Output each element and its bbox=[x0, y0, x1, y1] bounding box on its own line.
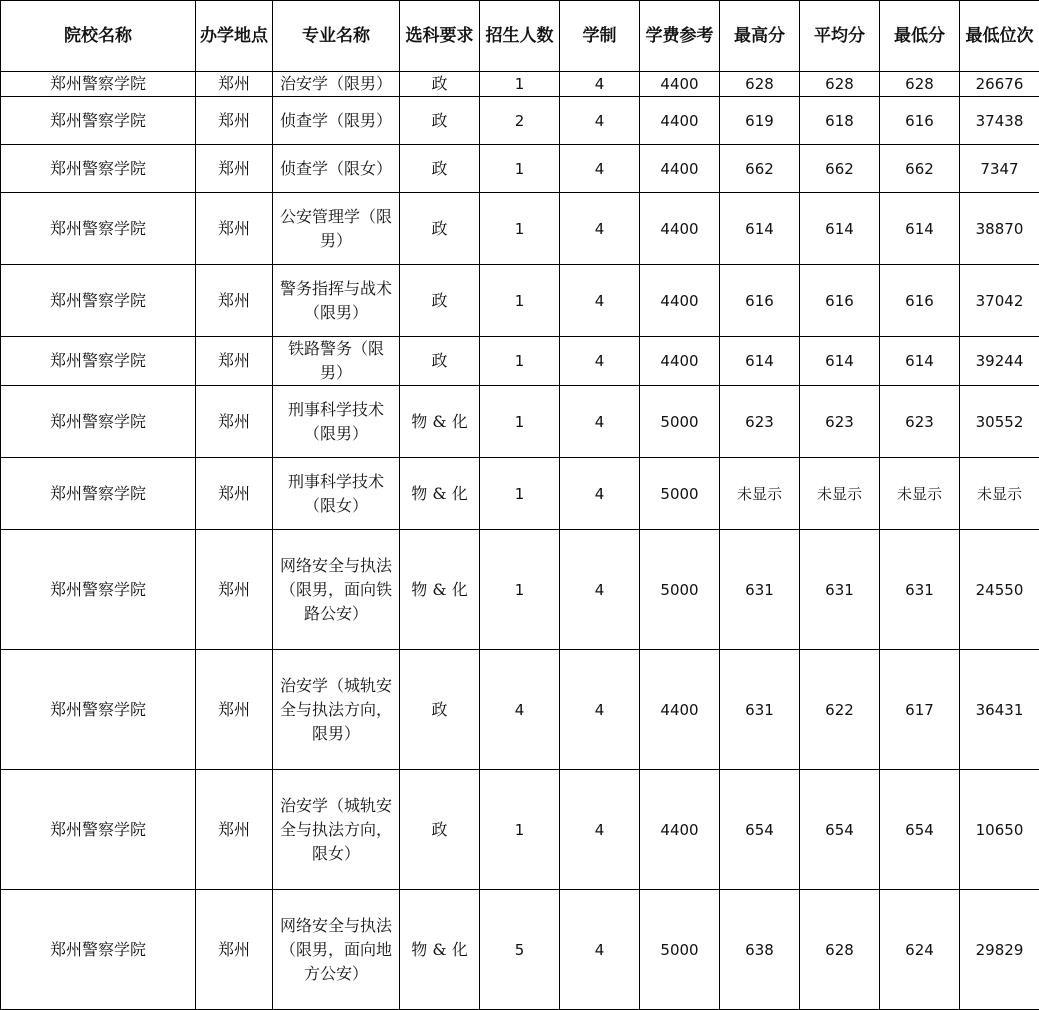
lowest-score-cell: 617 bbox=[880, 650, 960, 770]
duration-cell: 4 bbox=[560, 458, 640, 530]
table-row bbox=[1, 265, 1039, 337]
lowest-score-cell: 未显示 bbox=[880, 458, 960, 530]
average-score-cell: 628 bbox=[800, 890, 880, 1010]
location-cell: 郑州 bbox=[196, 650, 273, 770]
table-row bbox=[1, 72, 1039, 97]
lowest-rank-cell: 29829 bbox=[960, 890, 1039, 1010]
school-name-cell: 郑州警察学院 bbox=[1, 890, 196, 1010]
average-score-cell: 623 bbox=[800, 386, 880, 458]
lowest-rank-cell: 30552 bbox=[960, 386, 1039, 458]
tuition-cell: 4400 bbox=[640, 337, 720, 386]
highest-score-cell: 614 bbox=[720, 337, 800, 386]
major-name-cell: 侦查学（限男） bbox=[273, 97, 400, 145]
enrollment-count-cell: 1 bbox=[480, 458, 560, 530]
major-name-cell: 公安管理学（限男） bbox=[273, 193, 400, 265]
header-average-score: 平均分 bbox=[800, 1, 880, 72]
average-score-cell: 616 bbox=[800, 265, 880, 337]
lowest-rank-cell: 37042 bbox=[960, 265, 1039, 337]
lowest-score-cell: 616 bbox=[880, 265, 960, 337]
school-name-cell: 郑州警察学院 bbox=[1, 193, 196, 265]
table-row bbox=[1, 890, 1039, 1010]
duration-cell: 4 bbox=[560, 193, 640, 265]
lowest-rank-cell: 未显示 bbox=[960, 458, 1039, 530]
duration-cell: 4 bbox=[560, 145, 640, 193]
header-school-name: 院校名称 bbox=[1, 1, 196, 72]
duration-cell: 4 bbox=[560, 650, 640, 770]
location-cell: 郑州 bbox=[196, 265, 273, 337]
highest-score-cell: 619 bbox=[720, 97, 800, 145]
highest-score-cell: 638 bbox=[720, 890, 800, 1010]
average-score-cell: 622 bbox=[800, 650, 880, 770]
duration-cell: 4 bbox=[560, 97, 640, 145]
lowest-score-cell: 614 bbox=[880, 337, 960, 386]
subject-requirement-cell: 政 bbox=[400, 265, 480, 337]
header-location: 办学地点 bbox=[196, 1, 273, 72]
lowest-score-cell: 623 bbox=[880, 386, 960, 458]
tuition-cell: 4400 bbox=[640, 770, 720, 890]
subject-requirement-cell: 政 bbox=[400, 97, 480, 145]
location-cell: 郑州 bbox=[196, 72, 273, 97]
tuition-cell: 5000 bbox=[640, 386, 720, 458]
lowest-score-cell: 614 bbox=[880, 193, 960, 265]
duration-cell: 4 bbox=[560, 386, 640, 458]
major-name-cell: 网络安全与执法（限男，面向地方公安） bbox=[273, 890, 400, 1010]
location-cell: 郑州 bbox=[196, 770, 273, 890]
tuition-cell: 5000 bbox=[640, 530, 720, 650]
average-score-cell: 618 bbox=[800, 97, 880, 145]
average-score-cell: 614 bbox=[800, 337, 880, 386]
school-name-cell: 郑州警察学院 bbox=[1, 145, 196, 193]
enrollment-count-cell: 1 bbox=[480, 337, 560, 386]
duration-cell: 4 bbox=[560, 890, 640, 1010]
average-score-cell: 614 bbox=[800, 193, 880, 265]
table-row bbox=[1, 386, 1039, 458]
tuition-cell: 5000 bbox=[640, 890, 720, 1010]
header-row bbox=[1, 1, 1039, 72]
major-name-cell: 治安学（限男） bbox=[273, 72, 400, 97]
header-enrollment-count: 招生人数 bbox=[480, 1, 560, 72]
table-row bbox=[1, 650, 1039, 770]
subject-requirement-cell: 政 bbox=[400, 72, 480, 97]
location-cell: 郑州 bbox=[196, 386, 273, 458]
highest-score-cell: 未显示 bbox=[720, 458, 800, 530]
highest-score-cell: 631 bbox=[720, 530, 800, 650]
enrollment-count-cell: 1 bbox=[480, 72, 560, 97]
lowest-rank-cell: 37438 bbox=[960, 97, 1039, 145]
average-score-cell: 未显示 bbox=[800, 458, 880, 530]
major-name-cell: 治安学（城轨安全与执法方向，限女） bbox=[273, 770, 400, 890]
school-name-cell: 郑州警察学院 bbox=[1, 458, 196, 530]
subject-requirement-cell: 物 & 化 bbox=[400, 458, 480, 530]
table-row bbox=[1, 97, 1039, 145]
major-name-cell: 治安学（城轨安全与执法方向，限男） bbox=[273, 650, 400, 770]
subject-requirement-cell: 政 bbox=[400, 770, 480, 890]
school-name-cell: 郑州警察学院 bbox=[1, 337, 196, 386]
lowest-rank-cell: 10650 bbox=[960, 770, 1039, 890]
subject-requirement-cell: 物 & 化 bbox=[400, 386, 480, 458]
average-score-cell: 628 bbox=[800, 72, 880, 97]
header-lowest-score: 最低分 bbox=[880, 1, 960, 72]
duration-cell: 4 bbox=[560, 337, 640, 386]
school-name-cell: 郑州警察学院 bbox=[1, 386, 196, 458]
tuition-cell: 4400 bbox=[640, 97, 720, 145]
subject-requirement-cell: 物 & 化 bbox=[400, 530, 480, 650]
table-row bbox=[1, 193, 1039, 265]
location-cell: 郑州 bbox=[196, 458, 273, 530]
school-name-cell: 郑州警察学院 bbox=[1, 770, 196, 890]
lowest-rank-cell: 39244 bbox=[960, 337, 1039, 386]
highest-score-cell: 628 bbox=[720, 72, 800, 97]
average-score-cell: 654 bbox=[800, 770, 880, 890]
table-row bbox=[1, 770, 1039, 890]
subject-requirement-cell: 政 bbox=[400, 145, 480, 193]
major-name-cell: 警务指挥与战术（限男） bbox=[273, 265, 400, 337]
average-score-cell: 631 bbox=[800, 530, 880, 650]
major-name-cell: 铁路警务（限男） bbox=[273, 337, 400, 386]
duration-cell: 4 bbox=[560, 530, 640, 650]
major-name-cell: 网络安全与执法（限男，面向铁路公安） bbox=[273, 530, 400, 650]
lowest-rank-cell: 26676 bbox=[960, 72, 1039, 97]
major-name-cell: 刑事科学技术（限女） bbox=[273, 458, 400, 530]
subject-requirement-cell: 政 bbox=[400, 337, 480, 386]
table-row bbox=[1, 337, 1039, 386]
lowest-score-cell: 624 bbox=[880, 890, 960, 1010]
subject-requirement-cell: 物 & 化 bbox=[400, 890, 480, 1010]
average-score-cell: 662 bbox=[800, 145, 880, 193]
enrollment-count-cell: 4 bbox=[480, 650, 560, 770]
lowest-rank-cell: 36431 bbox=[960, 650, 1039, 770]
subject-requirement-cell: 政 bbox=[400, 650, 480, 770]
tuition-cell: 4400 bbox=[640, 145, 720, 193]
header-highest-score: 最高分 bbox=[720, 1, 800, 72]
lowest-score-cell: 654 bbox=[880, 770, 960, 890]
tuition-cell: 4400 bbox=[640, 72, 720, 97]
highest-score-cell: 662 bbox=[720, 145, 800, 193]
duration-cell: 4 bbox=[560, 72, 640, 97]
header-major-name: 专业名称 bbox=[273, 1, 400, 72]
subject-requirement-cell: 政 bbox=[400, 193, 480, 265]
header-tuition: 学费参考 bbox=[640, 1, 720, 72]
header-duration: 学制 bbox=[560, 1, 640, 72]
tuition-cell: 5000 bbox=[640, 458, 720, 530]
table-row bbox=[1, 145, 1039, 193]
school-name-cell: 郑州警察学院 bbox=[1, 265, 196, 337]
enrollment-count-cell: 1 bbox=[480, 770, 560, 890]
major-name-cell: 刑事科学技术（限男） bbox=[273, 386, 400, 458]
location-cell: 郑州 bbox=[196, 193, 273, 265]
lowest-score-cell: 631 bbox=[880, 530, 960, 650]
highest-score-cell: 616 bbox=[720, 265, 800, 337]
header-lowest-rank: 最低位次 bbox=[960, 1, 1039, 72]
location-cell: 郑州 bbox=[196, 97, 273, 145]
enrollment-count-cell: 1 bbox=[480, 145, 560, 193]
school-name-cell: 郑州警察学院 bbox=[1, 72, 196, 97]
lowest-rank-cell: 38870 bbox=[960, 193, 1039, 265]
lowest-score-cell: 662 bbox=[880, 145, 960, 193]
highest-score-cell: 631 bbox=[720, 650, 800, 770]
school-name-cell: 郑州警察学院 bbox=[1, 530, 196, 650]
highest-score-cell: 623 bbox=[720, 386, 800, 458]
highest-score-cell: 614 bbox=[720, 193, 800, 265]
school-name-cell: 郑州警察学院 bbox=[1, 97, 196, 145]
location-cell: 郑州 bbox=[196, 530, 273, 650]
table-row bbox=[1, 458, 1039, 530]
duration-cell: 4 bbox=[560, 770, 640, 890]
table-row bbox=[1, 530, 1039, 650]
header-subject-requirement: 选科要求 bbox=[400, 1, 480, 72]
tuition-cell: 4400 bbox=[640, 650, 720, 770]
tuition-cell: 4400 bbox=[640, 265, 720, 337]
location-cell: 郑州 bbox=[196, 890, 273, 1010]
enrollment-count-cell: 5 bbox=[480, 890, 560, 1010]
lowest-score-cell: 616 bbox=[880, 97, 960, 145]
lowest-rank-cell: 7347 bbox=[960, 145, 1039, 193]
location-cell: 郑州 bbox=[196, 145, 273, 193]
lowest-rank-cell: 24550 bbox=[960, 530, 1039, 650]
enrollment-count-cell: 1 bbox=[480, 386, 560, 458]
enrollment-count-cell: 2 bbox=[480, 97, 560, 145]
lowest-score-cell: 628 bbox=[880, 72, 960, 97]
duration-cell: 4 bbox=[560, 265, 640, 337]
highest-score-cell: 654 bbox=[720, 770, 800, 890]
enrollment-count-cell: 1 bbox=[480, 193, 560, 265]
tuition-cell: 4400 bbox=[640, 193, 720, 265]
table-body bbox=[1, 72, 1039, 1010]
enrollment-count-cell: 1 bbox=[480, 265, 560, 337]
major-name-cell: 侦查学（限女） bbox=[273, 145, 400, 193]
enrollment-count-cell: 1 bbox=[480, 530, 560, 650]
location-cell: 郑州 bbox=[196, 337, 273, 386]
school-name-cell: 郑州警察学院 bbox=[1, 650, 196, 770]
